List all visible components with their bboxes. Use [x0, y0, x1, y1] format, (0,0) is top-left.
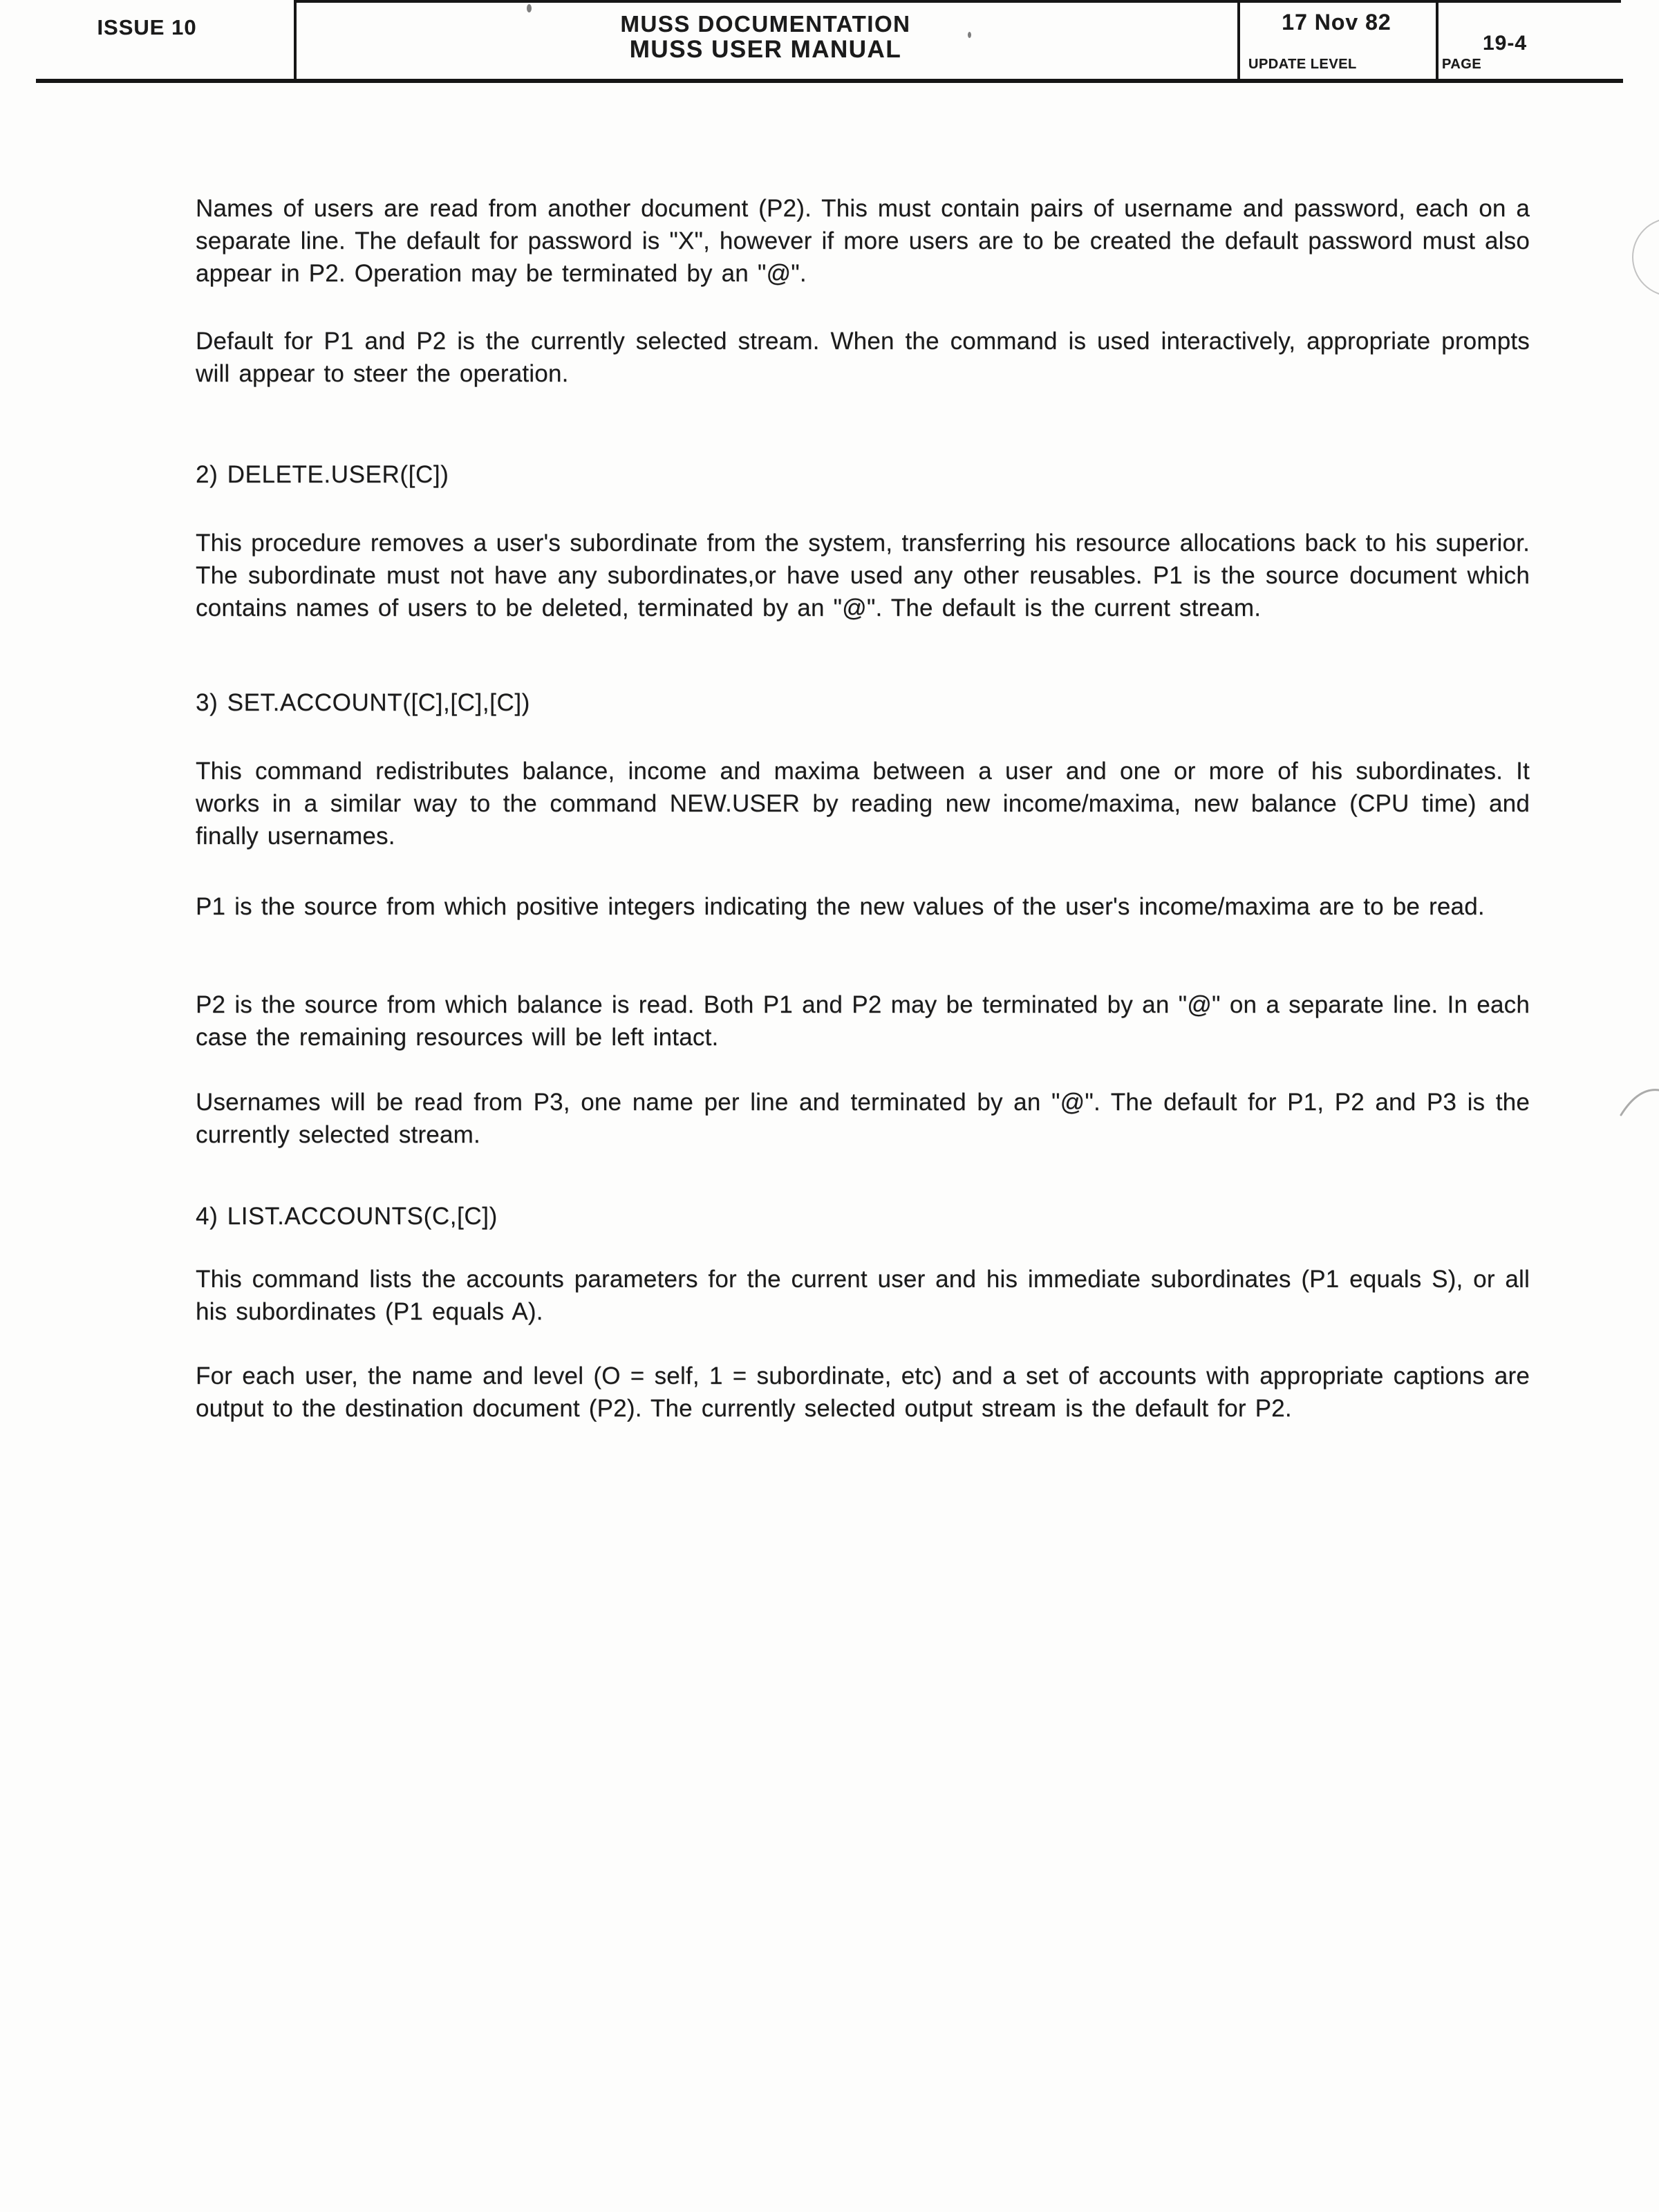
scan-artifact-arc — [1590, 1075, 1659, 1130]
paragraph: Names of users are read from another document (P2). This must contain pairs of username and password, each on a separate line. The default for password is "X", however if more users are to be created the default password must also appear in P2. Operation may be terminated by an "@". — [196, 195, 1530, 287]
document-title-line1: MUSS DOCUMENTATION — [620, 11, 911, 37]
ink-speck — [968, 32, 971, 38]
paragraph: Usernames will be read from P3, one name per line and terminated by an "@". The default for P1, P2 and P3 is the currently selected stream. — [196, 1089, 1530, 1148]
header-top-rule — [294, 0, 1621, 3]
ink-speck — [527, 4, 532, 12]
section-heading-set-account: 3) SET.ACCOUNT([C],[C],[C]) — [196, 689, 530, 716]
scan-artifact-arc — [1590, 214, 1659, 304]
page-caption: PAGE — [1442, 57, 1482, 72]
section-heading-list-accounts: 4) LIST.ACCOUNTS(C,[C]) — [196, 1203, 498, 1230]
issue-label: ISSUE 10 — [97, 15, 197, 39]
paragraph: Default for P1 and P2 is the currently selected stream. When the command is used interactively, appropriate prompts will appear to steer the operation. — [196, 328, 1530, 387]
paragraph: This command lists the accounts parameters for the current user and his immediate subordinates (P1 equals S), or all his subordinates (P1 equals A). — [196, 1266, 1530, 1325]
update-date: 17 Nov 82 — [1282, 10, 1391, 35]
paragraph: P1 is the source from which positive integers indicating the new values of the user's income/maxima are to be read. — [196, 893, 1485, 920]
update-level-caption: UPDATE LEVEL — [1248, 57, 1357, 72]
page-number: 19-4 — [1482, 32, 1528, 55]
header-bottom-rule — [36, 79, 1623, 83]
document-title-line2: MUSS USER MANUAL — [629, 36, 902, 63]
paragraph: P2 is the source from which balance is read. Both P1 and P2 may be terminated by an "@" on a separate line. In each case the remaining resources will be left intact. — [196, 991, 1530, 1051]
paragraph: This procedure removes a user's subordinate from the system, transferring his resource allocations back to his superior. The subordinate must not have any subordinates,or have used any other reusables. P1 is the source document which contains names of users to be deleted, terminated by an "@". The default is the current stream. — [196, 529, 1530, 621]
paragraph: For each user, the name and level (O = self, 1 = subordinate, etc) and a set of accounts with appropriate captions are output to the destination document (P2). The currently selected output stream is the default for P2. — [196, 1362, 1530, 1422]
paragraph: This command redistributes balance, income and maxima between a user and one or more of his subordinates. It works in a similar way to the command NEW.USER by reading new income/maxima, new balance (CPU time) and finally usernames. — [196, 758, 1530, 850]
section-heading-delete-user: 2) DELETE.USER([C]) — [196, 461, 449, 488]
